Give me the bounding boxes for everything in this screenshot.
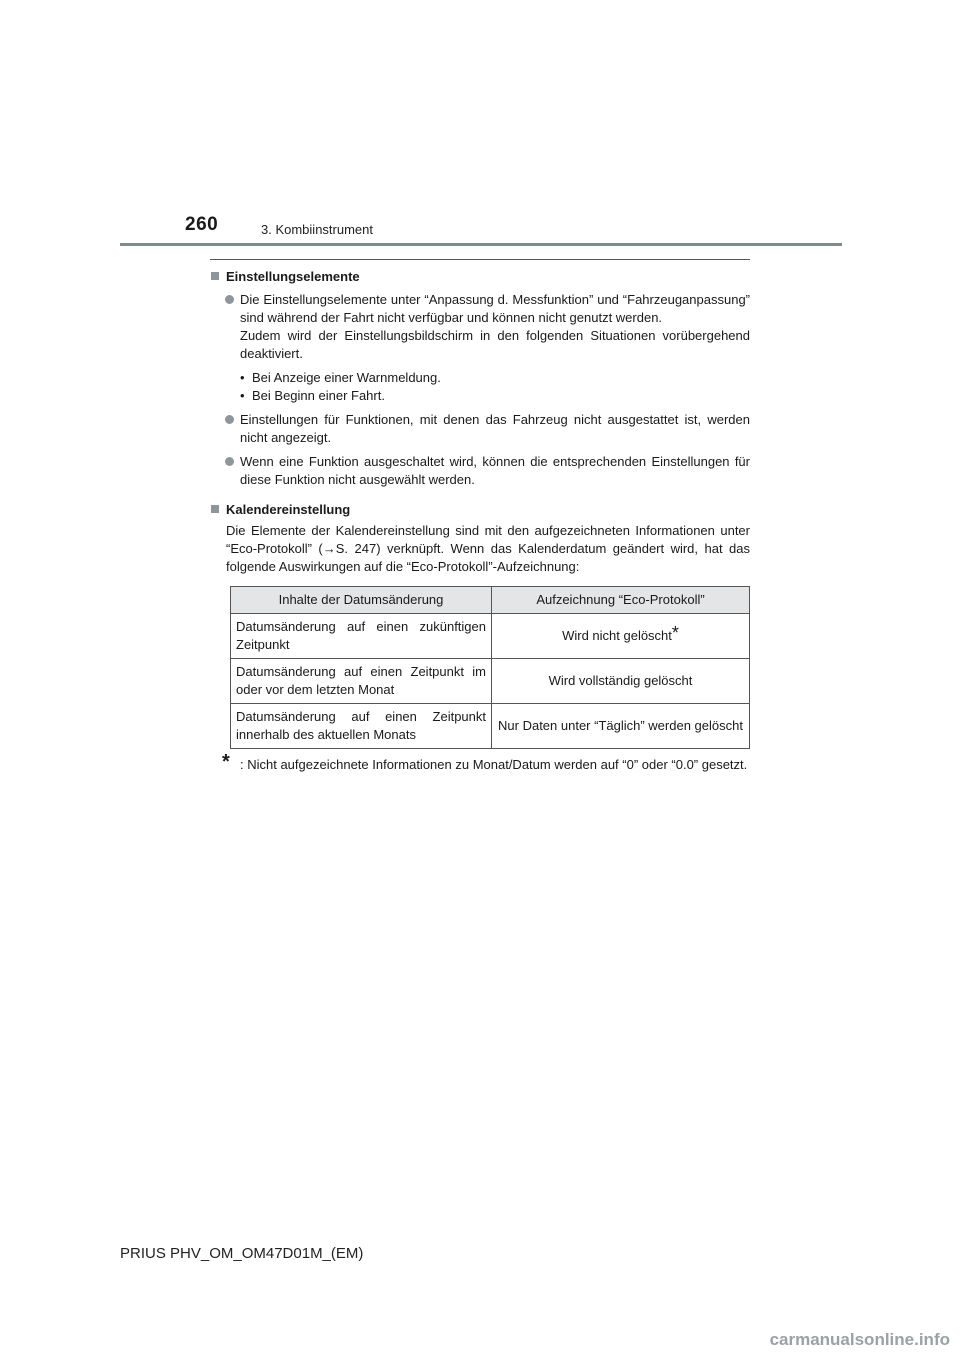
square-bullet-icon bbox=[211, 505, 219, 513]
table-cell: Datumsänderung auf einen zukünftigen Zeitpunkt bbox=[231, 614, 492, 659]
bullet-text: Die Einstellungselemente unter “Anpassung d. Messfunktion” und “Fahrzeuganpassung” sind während der Fahrt nicht verfügbar und können nicht genutzt werden. bbox=[240, 292, 750, 325]
table-row bbox=[231, 704, 750, 749]
bullet-item bbox=[210, 453, 750, 489]
round-bullet-icon bbox=[225, 415, 234, 424]
footnote-text: : Nicht aufgezeichnete Informationen zu Monat/Datum werden auf “0” oder “0.0” gesetzt. bbox=[240, 757, 748, 772]
sub-list bbox=[210, 369, 750, 405]
dot-marker-icon: • bbox=[240, 388, 245, 403]
table-cell: Datumsänderung auf einen Zeitpunkt innerhalb des aktuellen Monats bbox=[231, 704, 492, 749]
round-bullet-icon bbox=[225, 457, 234, 466]
sub-item-text: Bei Anzeige einer Warnmeldung. bbox=[252, 370, 441, 385]
watermark: carmanualsonline.info bbox=[769, 1330, 950, 1349]
cell-text: Wird nicht gelöscht bbox=[562, 628, 672, 643]
dot-marker-icon: • bbox=[240, 370, 245, 385]
sub-item-text: Bei Beginn einer Fahrt. bbox=[252, 388, 385, 403]
footnote-marker: * bbox=[222, 751, 230, 773]
bullet-item bbox=[210, 291, 750, 363]
table-header-cell: Aufzeichnung “Eco-Protokoll” bbox=[492, 587, 750, 614]
table-cell: Nur Daten unter “Täglich” werden gelöscht bbox=[492, 704, 750, 749]
square-bullet-icon bbox=[211, 272, 219, 280]
table-row bbox=[231, 614, 750, 659]
bullet-text: Wenn eine Funktion ausgeschaltet wird, können die entsprechenden Einstellungen für diese Funktion nicht ausgewählt werden. bbox=[240, 454, 750, 487]
table-row bbox=[231, 659, 750, 704]
footnote-star: * bbox=[671, 623, 679, 643]
chapter-title: 3. Kombiinstrument bbox=[261, 222, 373, 237]
round-bullet-icon bbox=[225, 295, 234, 304]
header-rule bbox=[120, 243, 842, 246]
bullet-text-continued: Zudem wird der Einstellungsbildschirm in den folgenden Situationen vorübergehend deaktiviert. bbox=[240, 328, 750, 361]
date-change-table bbox=[230, 586, 750, 749]
section-divider bbox=[210, 259, 750, 260]
section-heading-text: Einstellungselemente bbox=[226, 269, 360, 284]
sub-list-item bbox=[240, 387, 750, 405]
page-number: 260 bbox=[185, 214, 219, 235]
calendar-paragraph: Die Elemente der Kalendereinstellung sind mit den aufgezeichneten Informationen unter “Eco-Protokoll” (→S. 247) verknüpft. Wenn das Kalenderdatum geändert wird, hat das folgende Auswirkungen auf die “Eco-Protokoll”-Aufzeichnung: bbox=[226, 523, 750, 574]
section-heading-calendar bbox=[210, 501, 750, 519]
bullet-text: Einstellungen für Funktionen, mit denen das Fahrzeug nicht ausgestattet ist, werden nicht angezeigt. bbox=[240, 412, 750, 445]
bullet-item bbox=[210, 411, 750, 447]
table-cell: Wird vollständig gelöscht bbox=[492, 659, 750, 704]
footnote bbox=[210, 751, 750, 774]
table-cell bbox=[492, 614, 750, 659]
sub-list-item bbox=[240, 369, 750, 387]
page-content bbox=[210, 259, 750, 774]
section-heading-settings bbox=[210, 268, 750, 286]
section-heading-text: Kalendereinstellung bbox=[226, 502, 351, 517]
table-cell: Datumsänderung auf einen Zeitpunkt im oder vor dem letzten Monat bbox=[231, 659, 492, 704]
table-header-row bbox=[231, 587, 750, 614]
document-id: PRIUS PHV_OM_OM47D01M_(EM) bbox=[120, 1245, 364, 1262]
table-header-cell: Inhalte der Datumsänderung bbox=[231, 587, 492, 614]
